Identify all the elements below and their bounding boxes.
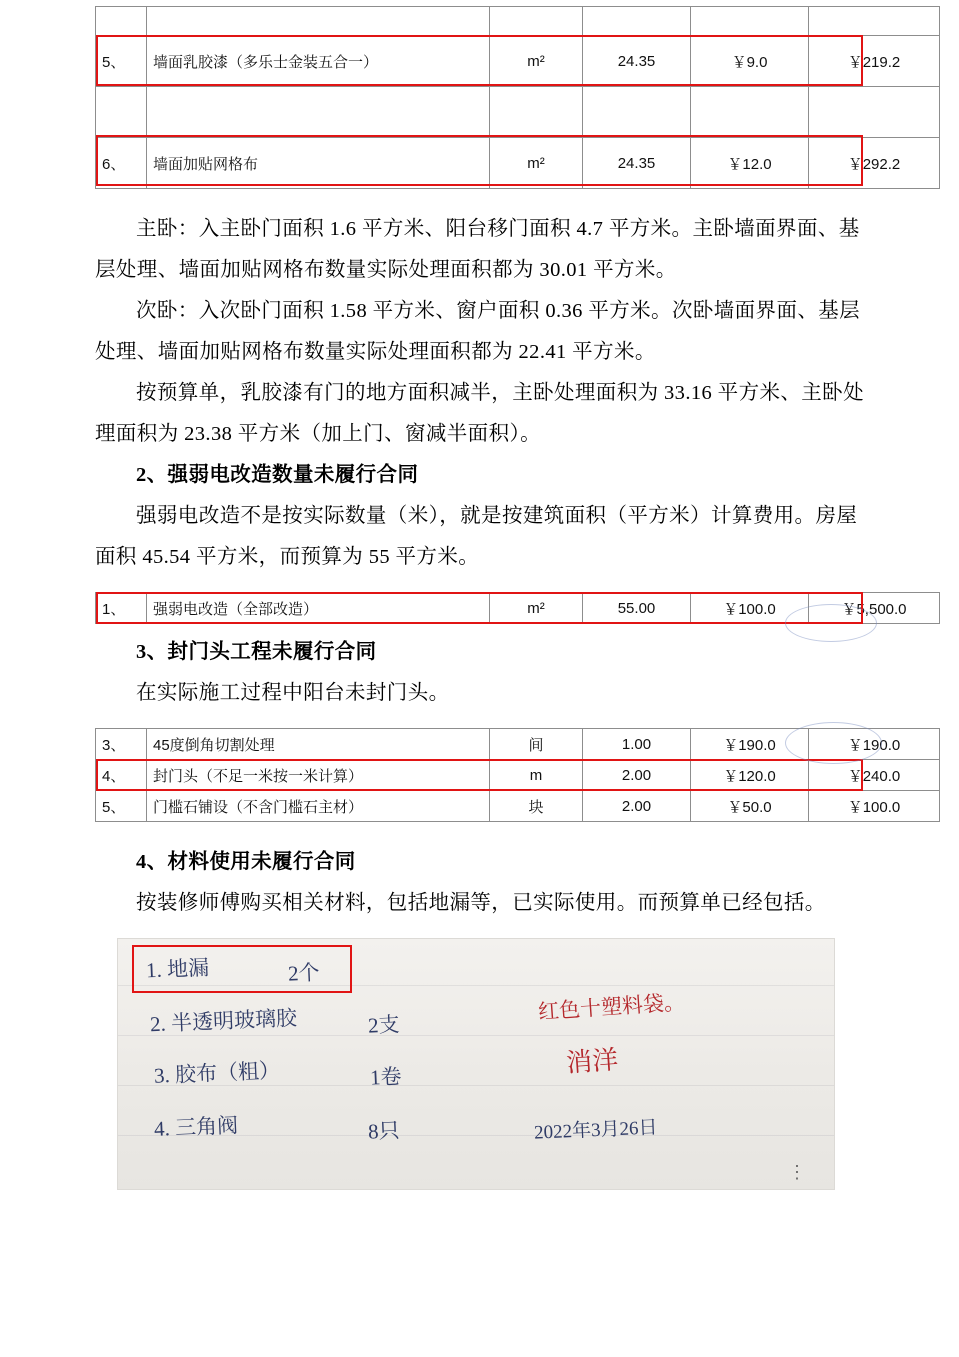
cell-price: ￥120.0 [691, 760, 809, 791]
cell-price: ￥100.0 [691, 593, 809, 624]
heading-section-2: 2、强弱电改造数量未履行合同 [136, 464, 419, 486]
note-line-1-text: 1. 地漏 [145, 955, 210, 983]
table-row [96, 791, 940, 822]
budget-table-2 [95, 592, 940, 624]
cell-unit: m [490, 760, 583, 791]
cell-price: ￥9.0 [691, 36, 809, 87]
cell-num: 6、 [96, 138, 147, 189]
cell-name [147, 7, 490, 36]
note-line-4-text: 4. 三角阀 [153, 1113, 239, 1141]
note-line-2-text: 2. 半透明玻璃胶 [149, 1005, 298, 1037]
table-row [96, 138, 940, 189]
cell-total [809, 87, 940, 138]
table-row [96, 36, 940, 87]
note-line-4-qty: 8只 [367, 1118, 401, 1144]
paragraph-budget-note: 按预算单，乳胶漆有门的地方面积减半，主卧处理面积为 33.16 平方米、主卧处理面积为 23.38 平方米（加上门、窗减半面积）。 [95, 382, 864, 445]
table-row [96, 87, 940, 138]
cell-unit: m² [490, 36, 583, 87]
cell-unit: m² [490, 593, 583, 624]
note-red-annotation-1: 红色十塑料袋。 [537, 989, 686, 1025]
cell-qty: 24.35 [583, 36, 691, 87]
note-red-annotation-2: 消洋 [565, 1045, 620, 1078]
cell-qty: 1.00 [583, 729, 691, 760]
paragraph-second-bedroom: 次卧：入次卧门面积 1.58 平方米、窗户面积 0.36 平方米。次卧墙面界面、基层处理、墙面加贴网格布数量实际处理面积都为 22.41 平方米。 [95, 300, 861, 363]
budget-table-3 [95, 728, 940, 822]
cell-name: 门槛石铺设（不含门槛石主材） [147, 791, 490, 822]
table-block-door-head [95, 728, 901, 822]
cell-price [691, 87, 809, 138]
cell-total: ￥292.2 [809, 138, 940, 189]
note-line-2-qty: 2支 [367, 1012, 401, 1038]
note-date: 2022年3月26日 [533, 1117, 659, 1144]
cell-total: ￥100.0 [809, 791, 940, 822]
cell-qty: 24.35 [583, 138, 691, 189]
paragraph-electrical: 强弱电改造不是按实际数量（米），就是按建筑面积（平方米）计算费用。房屋面积 45.54 平方米，而预算为 55 平方米。 [95, 505, 858, 568]
cell-num: 1、 [96, 593, 147, 624]
cell-qty: 55.00 [583, 593, 691, 624]
note-line-3-text: 3. 胶布（粗） [153, 1058, 281, 1088]
cell-unit: 间 [490, 729, 583, 760]
cell-unit [490, 87, 583, 138]
table-block-electrical [95, 592, 907, 624]
cell-name [147, 87, 490, 138]
budget-table-1 [95, 6, 940, 189]
cell-num [96, 87, 147, 138]
cell-unit [490, 7, 583, 36]
cell-unit: 块 [490, 791, 583, 822]
cell-price: ￥190.0 [691, 729, 809, 760]
highlight-box-floor-drain [132, 945, 352, 993]
cell-qty [583, 87, 691, 138]
table-row [96, 760, 940, 791]
cell-name: 45度倒角切割处理 [147, 729, 490, 760]
cell-num: 4、 [96, 760, 147, 791]
cell-price: ￥12.0 [691, 138, 809, 189]
cell-price [691, 7, 809, 36]
cell-name: 强弱电改造（全部改造） [147, 593, 490, 624]
cell-num: 3、 [96, 729, 147, 760]
table-block-wall-paint [95, 0, 901, 189]
paragraph-master-bedroom: 主卧：入主卧门面积 1.6 平方米、阳台移门面积 4.7 平方米。主卧墙面界面、基层处理、墙面加贴网格布数量实际处理面积都为 30.01 平方米。 [95, 218, 860, 281]
cell-name: 墙面加贴网格布 [147, 138, 490, 189]
paragraph-door-head: 在实际施工过程中阳台未封门头。 [136, 682, 450, 704]
note-ellipsis: ⋮ [788, 1162, 808, 1182]
note-line-1-qty: 2个 [287, 960, 321, 986]
cell-num: 5、 [96, 36, 147, 87]
cell-qty: 2.00 [583, 791, 691, 822]
cell-num: 5、 [96, 791, 147, 822]
cell-total: ￥240.0 [809, 760, 940, 791]
cell-price: ￥50.0 [691, 791, 809, 822]
note-line-3-qty: 1卷 [369, 1064, 403, 1090]
heading-section-4: 4、材料使用未履行合同 [136, 851, 356, 873]
heading-section-3: 3、封门头工程未履行合同 [136, 641, 377, 663]
table-row [96, 729, 940, 760]
cell-total: ￥190.0 [809, 729, 940, 760]
handwritten-note-photo [117, 938, 835, 1190]
cell-total: ￥5,500.0 [809, 593, 940, 624]
cell-name: 墙面乳胶漆（多乐士金装五合一） [147, 36, 490, 87]
table-row [96, 7, 940, 36]
paragraph-materials: 按装修师傅购买相关材料，包括地漏等，已实际使用。而预算单已经包括。 [136, 892, 826, 914]
cell-num [96, 7, 147, 36]
cell-total: ￥219.2 [809, 36, 940, 87]
cell-name: 封门头（不足一米按一米计算） [147, 760, 490, 791]
cell-total [809, 7, 940, 36]
cell-qty [583, 7, 691, 36]
cell-unit: m² [490, 138, 583, 189]
cell-qty: 2.00 [583, 760, 691, 791]
table-row [96, 593, 940, 624]
